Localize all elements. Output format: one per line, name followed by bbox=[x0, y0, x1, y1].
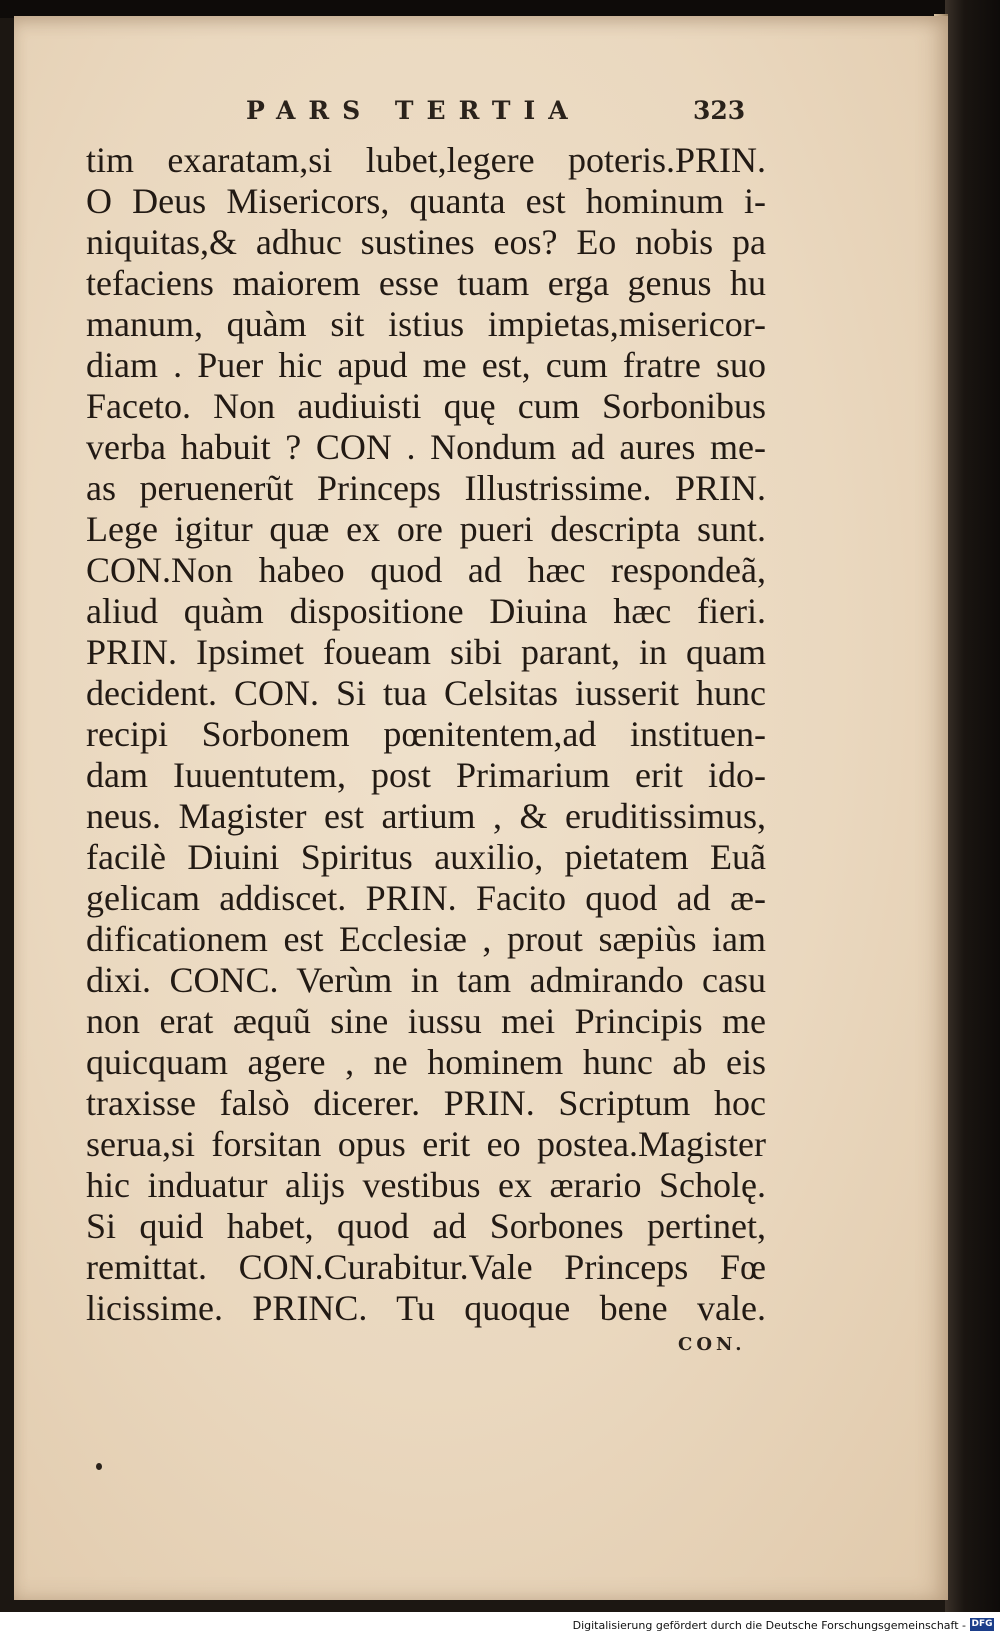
text-block bbox=[86, 140, 776, 1329]
text-line: quicquam agere , ne hominem hunc ab eis bbox=[86, 1042, 766, 1082]
text-line: PRIN. Ipsimet foueam sibi parant, in quam bbox=[86, 632, 766, 672]
text-line: serua,si forsitan opus erit eo postea.Magister bbox=[86, 1124, 766, 1164]
text-line: tim exaratam,si lubet,legere poteris.PRIN. bbox=[86, 140, 766, 180]
dfg-logo: DFG bbox=[971, 1619, 993, 1629]
footer-credit: Digitalisierung gefördert durch die Deutsche Forschungsgemeinschaft - bbox=[572, 1619, 966, 1632]
text-line: decident. CON. Si tua Celsitas iusserit hunc bbox=[86, 673, 766, 713]
footer-bar bbox=[0, 1612, 1000, 1637]
ink-speck bbox=[96, 1463, 102, 1470]
text-line: manum, quàm sit istius impietas,misericor- bbox=[86, 304, 766, 344]
text-line: Faceto. Non audiuisti quę cum Sorbonibus bbox=[86, 386, 766, 426]
book-page bbox=[14, 16, 948, 1600]
text-line: verba habuit ? CON . Nondum ad aures me- bbox=[86, 427, 766, 467]
text-line: hic induatur alijs vestibus ex ærario Scholę. bbox=[86, 1165, 766, 1205]
text-line: O Deus Misericors, quanta est hominum i- bbox=[86, 181, 766, 221]
text-line: Lege igitur quæ ex ore pueri descripta sunt. bbox=[86, 509, 766, 549]
text-line: dixi. CONC. Verùm in tam admirando casu bbox=[86, 960, 766, 1000]
text-line: diam . Puer hic apud me est, cum fratre suo bbox=[86, 345, 766, 385]
text-line: facilè Diuini Spiritus auxilio, pietatem Euã bbox=[86, 837, 766, 877]
text-line: dam Iuuentutem, post Primarium erit ido- bbox=[86, 755, 766, 795]
text-line: licissime. PRINC. Tu quoque bene vale. bbox=[86, 1288, 766, 1328]
text-line: traxisse falsò dicerer. PRIN. Scriptum hoc bbox=[86, 1083, 766, 1123]
text-line: recipi Sorbonem pœnitentem,ad instituen- bbox=[86, 714, 766, 754]
binding-right-edge bbox=[945, 0, 1000, 1612]
running-head: PARS TERTIA bbox=[246, 96, 581, 125]
text-line: gelicam addiscet. PRIN. Facito quod ad æ- bbox=[86, 878, 766, 918]
text-line: neus. Magister est artium , & eruditissimus, bbox=[86, 796, 766, 836]
text-line: tefaciens maiorem esse tuam erga genus hu bbox=[86, 263, 766, 303]
text-line: non erat æquũ sine iussu mei Principis me bbox=[86, 1001, 766, 1041]
text-line: aliud quàm dispositione Diuina hæc fieri. bbox=[86, 591, 766, 631]
text-line: remittat. CON.Curabitur.Vale Princeps Fœ bbox=[86, 1247, 766, 1287]
text-line: Si quid habet, quod ad Sorbones pertinet, bbox=[86, 1206, 766, 1246]
catchword: CON. bbox=[678, 1334, 746, 1355]
text-line: as peruenerũt Princeps Illustrissime. PRIN. bbox=[86, 468, 766, 508]
text-line: dificationem est Ecclesiæ , prout sæpiùs iam bbox=[86, 919, 766, 959]
text-line: CON.Non habeo quod ad hæc respondeã, bbox=[86, 550, 766, 590]
page-number: 323 bbox=[693, 96, 746, 125]
text-line: niquitas,& adhuc sustines eos? Eo nobis pa bbox=[86, 222, 766, 262]
